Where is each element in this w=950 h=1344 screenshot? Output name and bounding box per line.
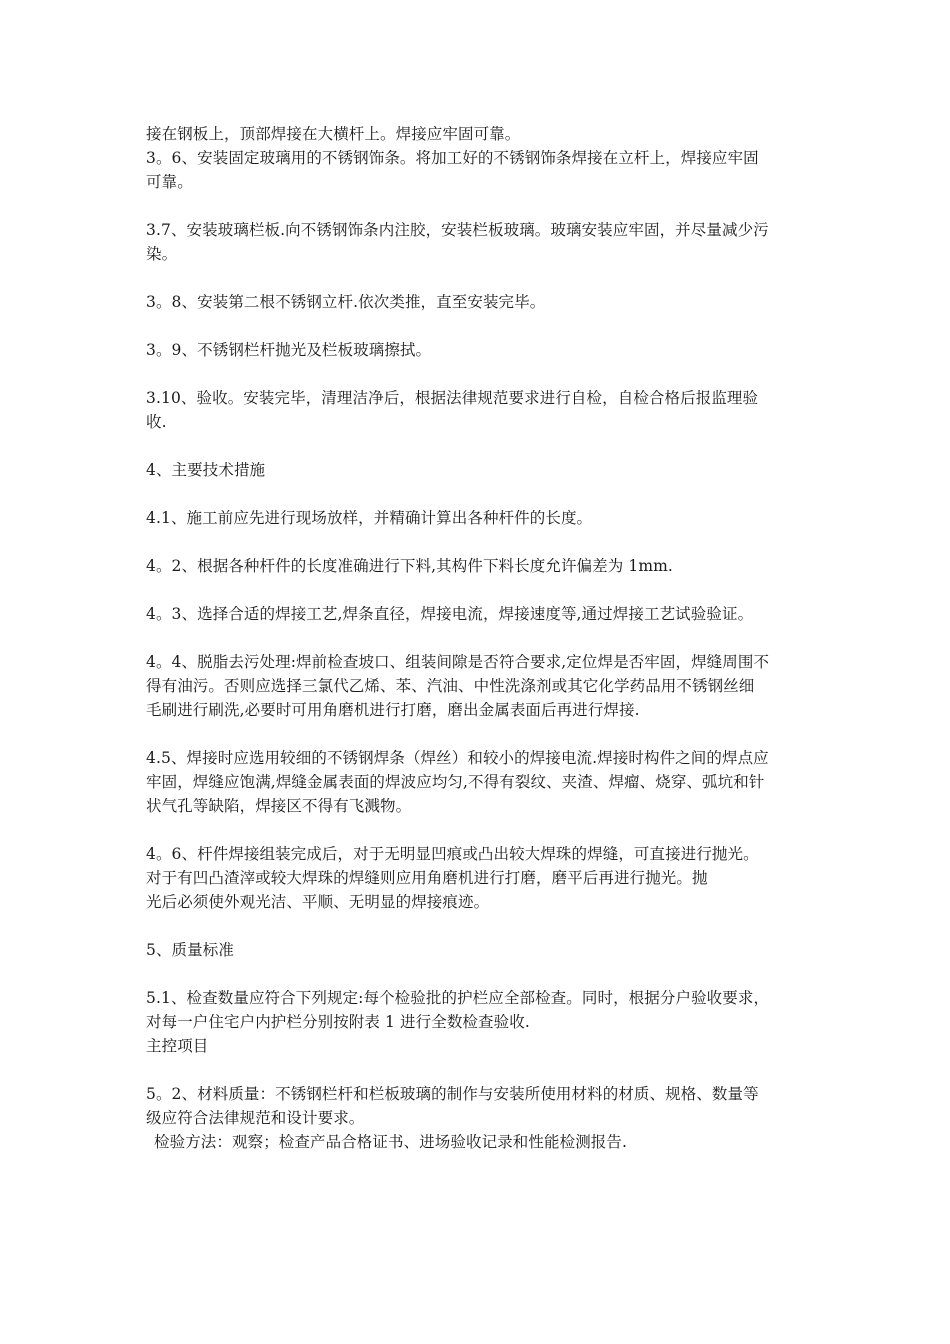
- subheading-main-control-items: 主控项目: [146, 1037, 209, 1055]
- text-line: 3.7、安装玻璃栏板.向不锈钢饰条内注胶，安装栏板玻璃。玻璃安装应牢固，并尽量减少污: [146, 221, 769, 239]
- paragraph-4-6: [146, 842, 814, 914]
- text-line: 4。2、根据各种杆件的长度准确进行下料,其构件下料长度允许偏差为 1mm.: [146, 557, 673, 575]
- paragraph-5-1: [146, 986, 814, 1058]
- paragraph-5-2: [146, 1082, 814, 1154]
- text-line: 染。: [146, 245, 178, 263]
- text-line: 4。3、选择合适的焊接工艺,焊条直径，焊接电流，焊接速度等,通过焊接工艺试验验证。: [146, 605, 754, 623]
- paragraph-4-5: [146, 746, 814, 818]
- paragraph-4-3: [146, 602, 814, 626]
- text-line: 4.5、焊接时应选用较细的不锈钢焊条（焊丝）和较小的焊接电流.焊接时构件之间的焊点应: [146, 749, 769, 767]
- text-line: 3。9、不锈钢栏杆抛光及栏板玻璃擦拭。: [146, 341, 432, 359]
- paragraph-4-2: [146, 554, 814, 578]
- paragraph-3-8: [146, 290, 814, 314]
- paragraph-3-7: [146, 218, 814, 266]
- text-line: 3。6、安装固定玻璃用的不锈钢饰条。将加工好的不锈钢饰条焊接在立杆上，焊接应牢固: [146, 149, 759, 167]
- text-line: 4.1、施工前应先进行现场放样，并精确计算出各种杆件的长度。: [146, 509, 593, 527]
- document-body: [146, 122, 814, 1178]
- text-line: 毛刷进行刷洗,必要时可用角磨机进行打磨，磨出金属表面后再进行焊接.: [146, 701, 640, 719]
- paragraph-4-1: [146, 506, 814, 530]
- paragraph-3-9: [146, 338, 814, 362]
- text-line: 级应符合法律规范和设计要求。: [146, 1109, 365, 1127]
- section-heading-4: [146, 458, 814, 482]
- section-heading: 5、质量标准: [146, 941, 234, 959]
- text-line: 牢固，焊缝应饱满,焊缝金属表面的焊波应均匀,不得有裂纹、夹渣、焊瘤、烧穿、弧坑和针: [146, 773, 765, 791]
- section-heading: 4、主要技术措施: [146, 461, 266, 479]
- text-line: 得有油污。否则应选择三氯代乙烯、苯、汽油、中性洗涤剂或其它化学药品用不锈钢丝细: [146, 677, 755, 695]
- text-line: 可靠。: [146, 173, 193, 191]
- paragraph-3-5-3-6: [146, 122, 814, 194]
- text-line: 4。6、杆件焊接组装完成后，对于无明显凹痕或凸出较大焊珠的焊缝，可直接进行抛光。: [146, 845, 759, 863]
- paragraph-3-10: [146, 386, 814, 434]
- text-line: 对于有凹凸渣滓或较大焊珠的焊缝则应用角磨机进行打磨，磨平后再进行抛光。抛: [146, 869, 708, 887]
- text-line: 对每一户住宅户内护栏分别按附表 1 进行全数检查验收.: [146, 1013, 530, 1031]
- text-line: 光后必须使外观光洁、平顺、无明显的焊接痕迹。: [146, 893, 490, 911]
- text-line: 4。4、脱脂去污处理:焊前检查坡口、组装间隙是否符合要求,定位焊是否牢固，焊缝周围不: [146, 653, 770, 671]
- paragraph-4-4: [146, 650, 814, 722]
- text-line: 3。8、安装第二根不锈钢立杆.依次类推，直至安装完毕。: [146, 293, 546, 311]
- text-line: 收.: [146, 413, 167, 431]
- text-line: 状气孔等缺陷，焊接区不得有飞溅物。: [146, 797, 412, 815]
- text-line: 5。2、材料质量：不锈钢栏杆和栏板玻璃的制作与安装所使用材料的材质、规格、数量等: [146, 1085, 759, 1103]
- text-line: 3.10、验收。安装完毕，清理洁净后，根据法律规范要求进行自检，自检合格后报监理验: [146, 389, 759, 407]
- inspection-method-line: 检验方法：观察；检查产品合格证书、进场验收记录和性能检测报告.: [154, 1133, 628, 1151]
- text-line: 接在钢板上，顶部焊接在大横杆上。焊接应牢固可靠。: [146, 125, 521, 143]
- section-heading-5: [146, 938, 814, 962]
- text-line: 5.1、检查数量应符合下列规定:每个检验批的护栏应全部检查。同时，根据分户验收要求，: [146, 989, 770, 1007]
